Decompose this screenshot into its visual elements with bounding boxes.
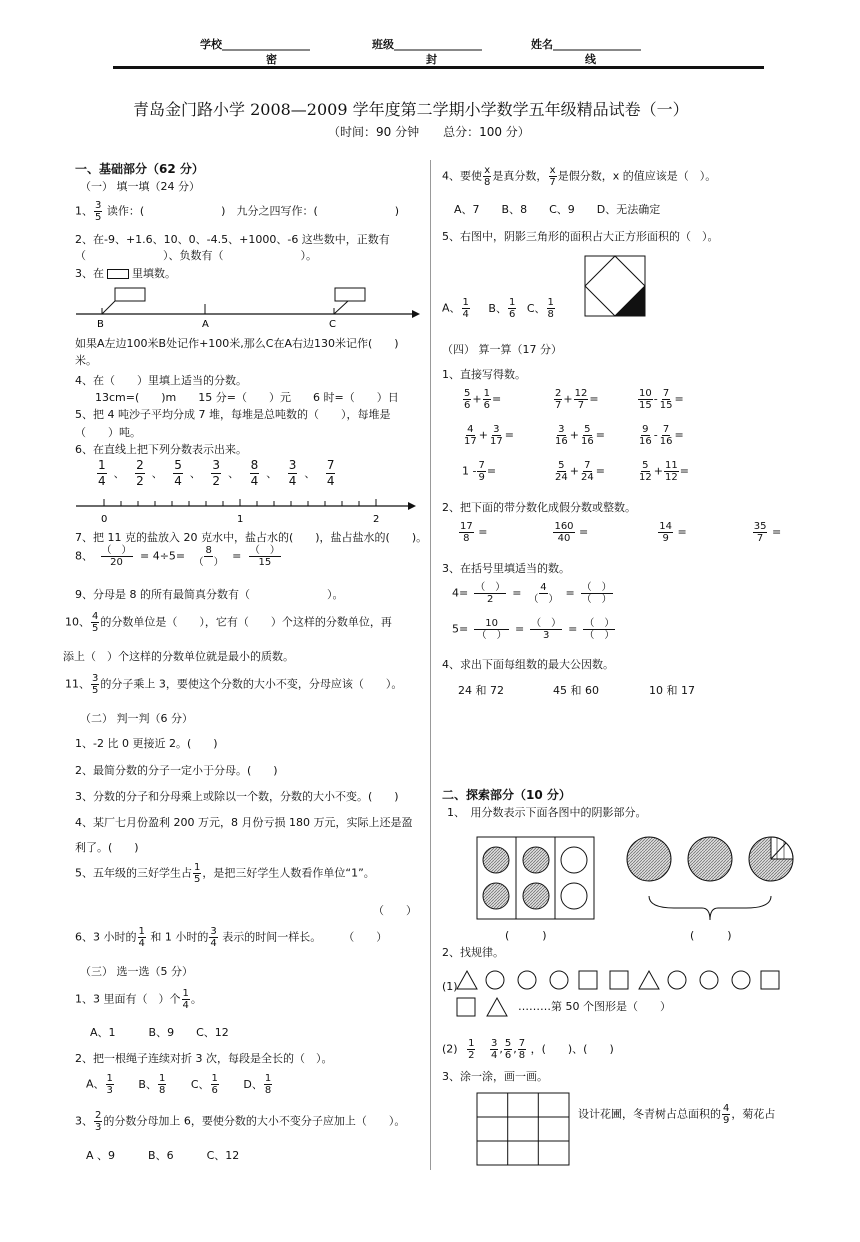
calc-row: $\frac{2}{7}$ + $\frac{12}{7}$ = (555, 388, 599, 411)
calc-row: $\frac{5}{24}$ + $\frac{7}{24}$ = (555, 460, 605, 483)
explore-3: 3、涂一涂，画一画。 (442, 1070, 548, 1083)
fraction: $\frac{8}{( )}$ (193, 545, 224, 568)
judge-3: 3、分数的分子和分母乘上或除以一个数，分数的大小不变。( ) (75, 790, 399, 803)
judge-2: 2、最简分数的分子一定小于分母。( ) (75, 764, 278, 777)
choice-2-options: A、 $\frac{1}{3}$ B、 $\frac{1}{8}$ C、 $\frac{1}{6}$ D、 $\frac{1}{8}$ (86, 1073, 272, 1096)
pattern-question: ………第 50 个图形是（ ） (518, 1000, 671, 1013)
tick-label: 2 (373, 514, 380, 525)
part-heading: （二） 判一判（6 分） (80, 712, 193, 725)
garden-design-text: 设计花圃，冬青树占总面积的 $\frac{4}{9}$ ，菊花占 (578, 1103, 776, 1126)
explore-1: 1、 用分数表示下面各图中的阴影部分。 (447, 806, 647, 819)
choice-3-options: A 、9 B、6 C、12 (86, 1149, 240, 1162)
axis-label-c: C (329, 319, 336, 330)
explore-2: 2、找规律。 (442, 946, 504, 959)
question-7: 7、把 11 克的盐放入 20 克水中，盐占水的( )，盐占盐水的( )。 (75, 531, 428, 544)
sequence: (2) $\frac{1}{2}$ $\frac{3}{4}$ , $\frac{5}{6}$ , $\frac{7}{8}$ ，( )、( ) (442, 1038, 614, 1061)
question-1: 1、 $\frac{3}{5}$ 读作：( ) 九分之四写作：( ) (75, 200, 400, 223)
calc-row: $\frac{5}{12}$ + $\frac{11}{12}$ = (639, 460, 689, 483)
question-3-text2: 米。 (75, 354, 97, 367)
axis-label-b: B (97, 319, 104, 330)
choice-1: 1、3 里面有（ ）个 $\frac{1}{4}$ 。 (75, 988, 202, 1011)
seal-char: 密 (266, 53, 277, 66)
shape-pattern-row-2 (455, 995, 515, 1021)
judge-4: 4、某厂七月份盈利 200 万元，8 月份亏损 180 万元，实际上还是盈 (75, 816, 413, 829)
question-r4-options: A、7 B、8 C、9 D、无法确定 (454, 203, 661, 216)
gcd-pair: 45 和 60 (553, 684, 599, 697)
question-6: 6、在直线上把下列分数表示出来。 (75, 443, 247, 456)
question-10-line2: 添上（ ）个这样的分数单位就是最小的质数。 (63, 650, 294, 663)
judge-1: 1、-2 比 0 更接近 2。( ) (75, 737, 218, 750)
question-9: 9、分母是 8 的所有最简真分数有（ ）。 (75, 588, 344, 601)
calc-1: 1、直接写得数。 (442, 368, 526, 381)
circles-grid-figure (476, 836, 596, 920)
tick-label: 1 (237, 514, 244, 525)
section-heading: 一、基础部分（62 分） (75, 162, 204, 176)
fraction: $\frac{( )}{20}$ (101, 545, 132, 568)
fill-row: 5= $\frac{10}{( )}$ = $\frac{( )}{3}$ = $\frac{( )}{( )}$ (452, 618, 615, 641)
tick-label: 0 (101, 514, 108, 525)
class-field: 班级________________ (372, 38, 482, 51)
improper-row: $\frac{17}{8}$ = $\frac{160}{40}$ = $\frac{14}{9}$ = $\frac{35}{7}$ = (460, 521, 782, 544)
tick-number-line (72, 496, 422, 528)
gcd-pair: 10 和 17 (649, 684, 695, 697)
judge-4-line2: 利了。( ) (75, 841, 139, 854)
pattern-label: (1) (442, 980, 458, 993)
judge-6: 6、3 小时的 $\frac{1}{4}$ 和 1 小时的 $\frac{3}{4}$ 表示的时间一样长。 （ ） (75, 926, 388, 949)
axis-label-a: A (202, 319, 209, 330)
question-11: 11、 $\frac{3}{5}$ 的分子乘上 3，要使这个分数的大小不变，分母应该（ ）。 (65, 673, 403, 696)
seal-char: 线 (585, 53, 596, 66)
part-heading: （一） 填一填（24 分） (80, 180, 200, 193)
pie-circles-figure (624, 836, 796, 928)
question-10: 10、 $\frac{4}{5}$ 的分数单位是（ ），它有（ ）个这样的分数单位，再 (65, 611, 392, 634)
calc-row: $\frac{5}{6}$ + $\frac{1}{6}$ = (464, 388, 502, 411)
calc-row: 1 - $\frac{7}{9}$ = (462, 460, 497, 483)
question-5: 5、把 4 吨沙子平均分成 7 堆，每堆是总吨数的（ ），每堆是 (75, 408, 391, 421)
part-heading: （四） 算一算（17 分） (442, 343, 562, 356)
seal-char: 封 (426, 53, 437, 66)
square-triangle-figure (584, 255, 646, 317)
gcd-pair: 24 和 72 (458, 684, 504, 697)
question-r5-options: A、 $\frac{1}{4}$ B、 $\frac{1}{6}$ C、 $\frac{1}{8}$ (442, 297, 554, 320)
question-2: 2、在-9、+1.6、10、0、-4.5、+1000、-6 这些数中，正数有 (75, 233, 390, 246)
judge-5-answer: （ ） (373, 904, 417, 917)
page-title: 青岛金门路小学 2008—2009 学年度第二学期小学数学五年级精品试卷（一） (133, 100, 689, 119)
question-r5: 5、右图中，阴影三角形的面积占大正方形面积的（ ）。 (442, 230, 719, 243)
question-4: 4、在（ ）里填上适当的分数。 (75, 374, 247, 387)
question-3: 3、在 里填数。 (75, 267, 176, 280)
seal-line (113, 66, 764, 69)
shape-pattern-row (455, 968, 785, 994)
column-divider (430, 160, 431, 1170)
answer-paren: ( ) (505, 929, 547, 942)
name-field: 姓名________________ (531, 38, 641, 51)
question-5-line2: （ ）吨。 (75, 426, 141, 439)
question-4-items: 13cm=( )m 15 分=（ ）元 6 时=（ ）日 (95, 391, 399, 404)
school-field: 学校________________ (200, 38, 310, 51)
calc-row: $\frac{4}{17}$ + $\frac{3}{17}$ = (464, 424, 514, 447)
fraction-list: $\frac{1}{4}$ 、 $\frac{2}{2}$ 、 $\frac{5}{4}$ 、 $\frac{3}{2}$ 、 $\frac{8}{4}$ 、 $\frac{3}{4}$ 、 $\frac{7}{4}$ (98, 458, 335, 488)
answer-paren: ( ) (690, 929, 732, 942)
part-heading: （三） 选一选（5 分） (80, 965, 193, 978)
choice-1-options: A、1 B、9 C、12 (90, 1026, 229, 1039)
answer-box (107, 269, 129, 279)
question-8: 8、 $\frac{( )}{20}$ = 4÷5= $\frac{8}{( )}$ = $\frac{( )}{15}$ (75, 545, 280, 568)
question-r4: 4、要使 $\frac{x}{8}$ 是真分数， $\frac{x}{7}$ 是假分数，x 的值应该是（ ）。 (442, 165, 717, 188)
calc-row: $\frac{3}{16}$ + $\frac{5}{16}$ = (555, 424, 605, 447)
fraction: $\frac{( )}{15}$ (249, 545, 280, 568)
section-heading: 二、探索部分（10 分） (442, 788, 571, 802)
judge-5: 5、五年级的三好学生占 $\frac{1}{5}$ ，是把三好学生人数看作单位“1”。 (75, 862, 375, 885)
fraction: $\frac{3}{5}$ (95, 200, 102, 223)
number-line-diagram (72, 282, 422, 330)
calc-3: 3、在括号里填适当的数。 (442, 562, 570, 575)
question-2-line2: （ ）、负数有（ ）。 (75, 249, 317, 262)
choice-3: 3、 $\frac{2}{3}$ 的分数分母加上 6，要使分数的大小不变分子应加上（ ）。 (75, 1110, 406, 1133)
question-3-text: 如果A左边100米B处记作+100米,那么C在A右边130米记作( ) (75, 337, 399, 350)
calc-2: 2、把下面的带分数化成假分数或整数。 (442, 501, 636, 514)
page-subtitle: （时间：90 分钟 总分：100 分） (328, 125, 530, 139)
calc-4: 4、求出下面每组数的最大公因数。 (442, 658, 614, 671)
fill-row: 4= $\frac{( )}{2}$ = $\frac{4}{( )}$ = $\frac{( )}{( )}$ (452, 582, 612, 605)
calc-row: $\frac{9}{16}$ - $\frac{7}{16}$ = (639, 424, 684, 447)
calc-row: $\frac{10}{15}$ - $\frac{7}{15}$ = (639, 388, 684, 411)
choice-2: 2、把一根绳子连续对折 3 次，每段是全长的（ ）。 (75, 1052, 333, 1065)
grid-3x3 (476, 1092, 570, 1166)
